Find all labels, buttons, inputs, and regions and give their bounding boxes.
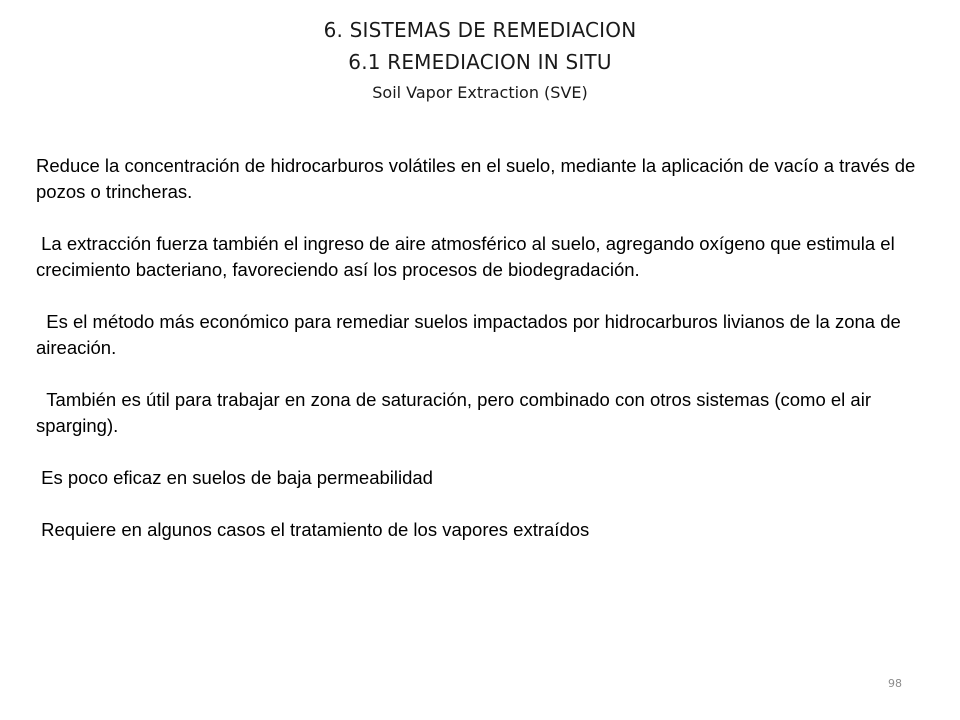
slide-subtitle: Soil Vapor Extraction (SVE): [372, 83, 588, 102]
paragraph-2: La extracción fuerza también el ingreso de aire atmosférico al suelo, agregando oxígeno que estimula el crecimiento bacteriano, favoreciendo así los procesos de biodegradación.: [36, 233, 900, 280]
slide-title-line-1: 6. SISTEMAS DE REMEDIACION: [323, 18, 637, 42]
paragraph-6: Requiere en algunos casos el tratamiento de los vapores extraídos: [36, 519, 590, 540]
paragraph-1: Reduce la concentración de hidrocarburos volátiles en el suelo, mediante la aplicación de vacío a través de pozos o trincheras.: [36, 155, 921, 202]
paragraph-4: También es útil para trabajar en zona de saturación, pero combinado con otros sistemas (como el air sparging).: [36, 389, 877, 436]
paragraph-3: Es el método más económico para remediar suelos impactados por hidrocarburos livianos de la zona de aireación.: [36, 311, 906, 358]
paragraph-5: Es poco eficaz en suelos de baja permeabilidad: [36, 467, 433, 488]
title-block: [0, 14, 960, 106]
body-text: [36, 153, 921, 543]
slide-title-line-2: 6.1 REMEDIACION IN SITU: [348, 50, 612, 74]
page-number: 98: [888, 677, 902, 690]
